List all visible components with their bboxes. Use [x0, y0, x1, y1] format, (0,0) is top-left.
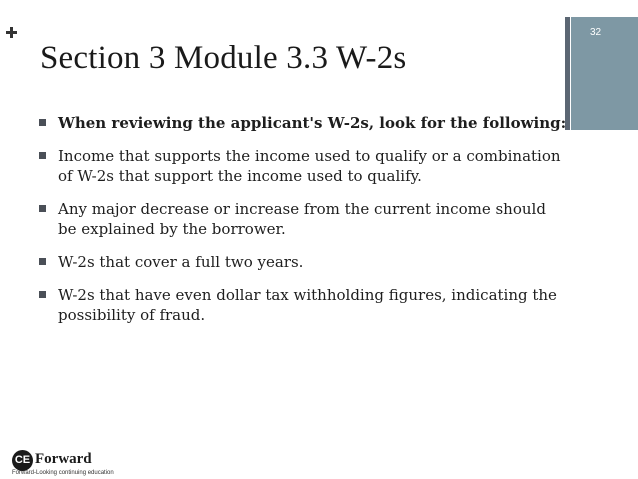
plus-icon — [6, 27, 17, 38]
ce-forward-logo — [12, 449, 112, 477]
bullet-item-intro — [38, 113, 568, 133]
bullet-item-two-years — [38, 252, 568, 272]
logo-mark: CE — [12, 450, 33, 471]
logo-tagline: Forward-Looking continuing education — [12, 470, 114, 476]
bullet-text: W-2s that cover a full two years. — [58, 253, 304, 271]
square-bullet-icon — [39, 119, 46, 126]
square-bullet-icon — [39, 205, 46, 212]
slide-number: 32 — [590, 27, 602, 38]
bullet-item-income-change — [38, 199, 568, 239]
bullet-item-income-support — [38, 146, 568, 186]
logo-wordmark: Forward — [35, 451, 92, 467]
bullet-text: When reviewing the applicant's W-2s, look for the following: — [58, 114, 567, 132]
bullet-text: Income that supports the income used to qualify or a combination of W-2s that support the income used to qualify. — [58, 147, 561, 185]
square-bullet-icon — [39, 152, 46, 159]
bullet-item-fraud — [38, 285, 568, 325]
slide-title: Section 3 Module 3.3 W-2s — [40, 40, 407, 76]
bullet-list — [38, 113, 568, 338]
square-bullet-icon — [39, 291, 46, 298]
bullet-text: W-2s that have even dollar tax withholding figures, indicating the possibility of fraud. — [58, 286, 557, 324]
square-bullet-icon — [39, 258, 46, 265]
bullet-text: Any major decrease or increase from the current income should be explained by the borrower. — [58, 200, 546, 238]
